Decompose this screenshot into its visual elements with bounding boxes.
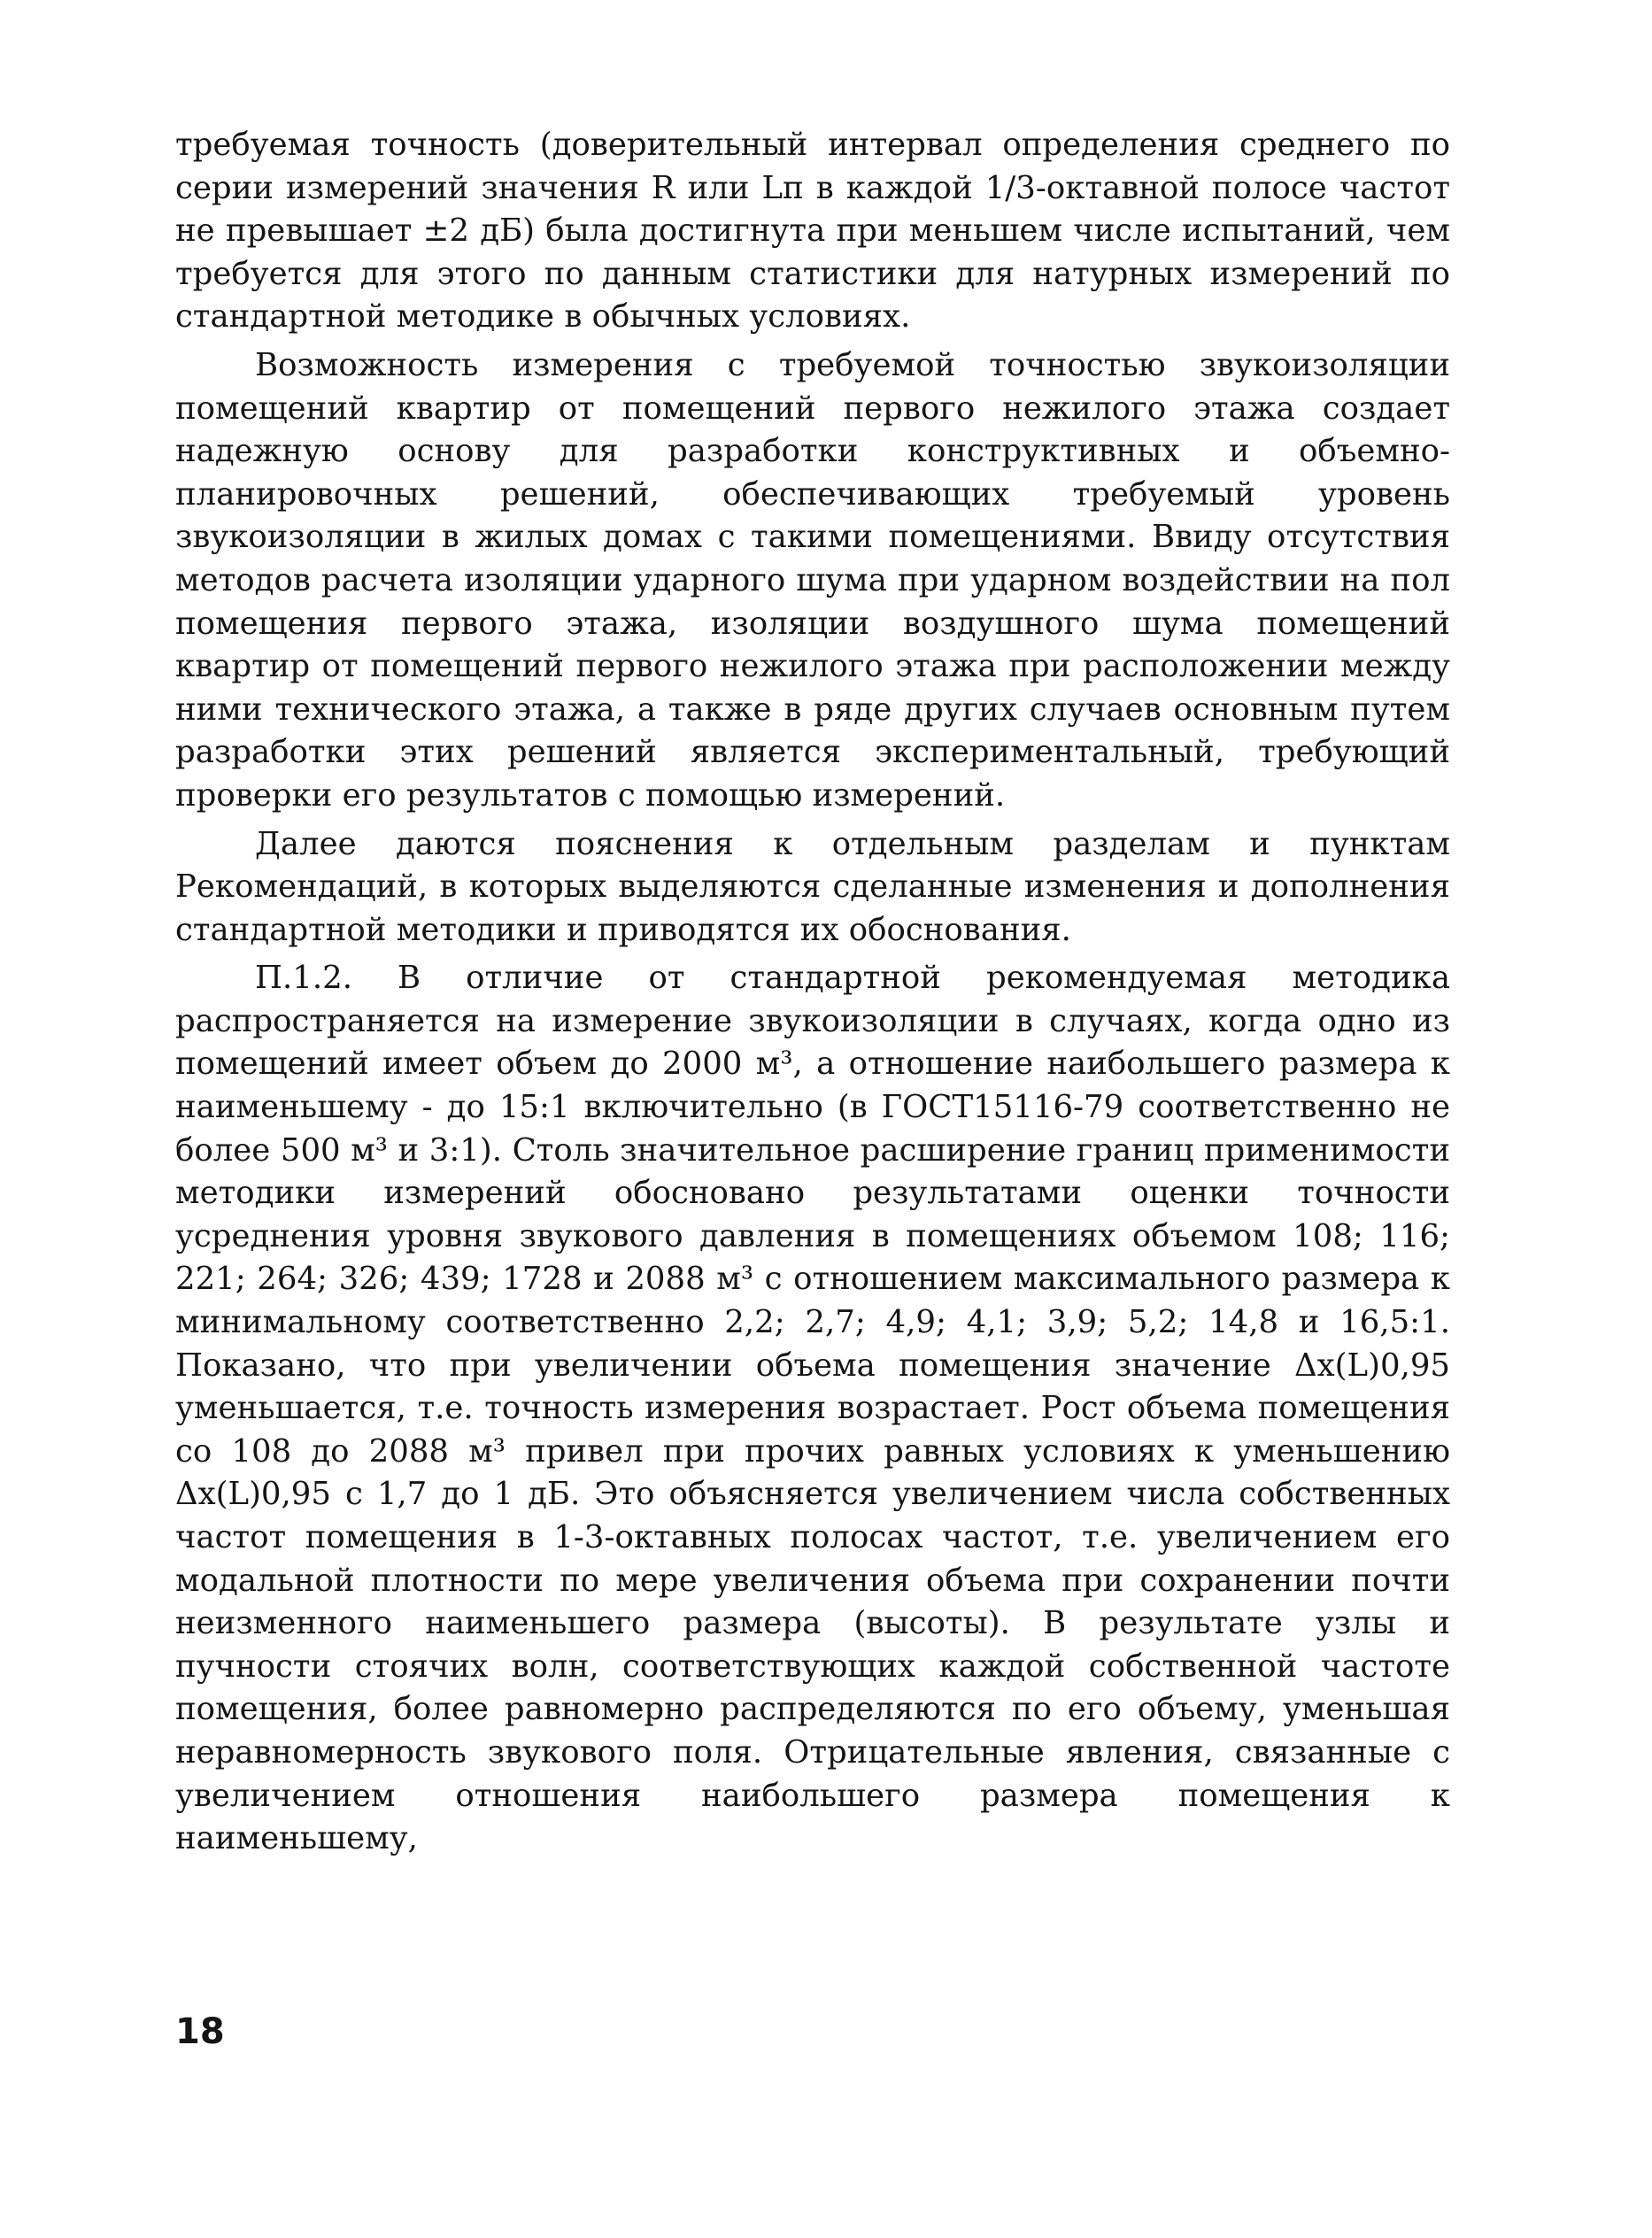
- paragraph-explanations: [175, 823, 1450, 953]
- paragraph-4-text: П.1.2. В отличие от стандартной рекомендуемая методика распространяется на измерение звукоизоляции в случаях, когда одно из помещений имеет объем до 2000 м³, а отношение наибольшего размера к наименьшему - до 15:1 включительно (в ГОСТ15116-79 соответственно не более 500 м³ и 3:1). Столь значительное расширение границ применимости методики измерений обосновано результатами оценки точности усреднения уровня звукового давления в помещениях объемом 108; 116; 221; 264; 326; 439; 1728 и 2088 м³ с отношением максимального размера к минимальному соответственно 2,2; 2,7; 4,9; 4,1; 3,9; 5,2; 14,8 и 16,5:1. Показано, что при увеличении объема помещения значение Δx(L)0,95 уменьшается, т.е. точность измерения возрастает. Рост объема помещения со 108 до 2088 м³ привел при прочих равных условиях к уменьшению Δx(L)0,95 с 1,7 до 1 дБ. Это объясняется увеличением числа собственных частот помещения в 1-3-октавных полосах частот, т.е. увеличением его модальной плотности по мере увеличения объема при сохранении почти неизменного наименьшего размера (высоты). В результате узлы и пучности стоячих волн, соответствующих каждой собственной частоте помещения, более равномерно распределяются по его объему, уменьшая неравномерность звукового поля. Отрицательные явления, связанные с увеличением отношения наибольшего размера помещения к наименьшему,: [175, 960, 1450, 1857]
- paragraph-continuation: [175, 124, 1450, 339]
- page-body: [175, 124, 1450, 1866]
- paragraph-measurement-possibility: [175, 344, 1450, 818]
- paragraph-2-text: Возможность измерения с требуемой точностью звукоизоляции помещений квартир от помещений первого нежилого этажа создает надежную основу для разработки конструктивных и объемно-планировочных решений, обеспечивающих требуемый уровень звукоизоляции в жилых домах с такими помещениями. Ввиду отсутствия методов расчета изоляции ударного шума при ударном воздействии на пол помещения первого этажа, изоляции воздушного шума помещений квартир от помещений первого нежилого этажа при расположении между ними технического этажа, а также в ряде других случаев основным путем разработки этих решений является экспериментальный, требующий проверки его результатов с помощью измерений.: [175, 346, 1450, 814]
- paragraph-section-1-2: [175, 957, 1450, 1860]
- paragraph-3-text: Далее даются пояснения к отдельным разделам и пунктам Рекомендаций, в которых выделяются сделанные изменения и дополнения стандартной методики и приводятся их обоснования.: [175, 825, 1450, 948]
- paragraph-1-text: требуемая точность (доверительный интервал определения среднего по серии измерений значения R или Lп в каждой 1/3-октавной полосе частот не превышает ±2 дБ) была достигнута при меньшем числе испытаний, чем требуется для этого по данным статистики для натурных измерений по стандартной методике в обычных условиях.: [175, 127, 1450, 336]
- page-number: 18: [175, 2011, 225, 2052]
